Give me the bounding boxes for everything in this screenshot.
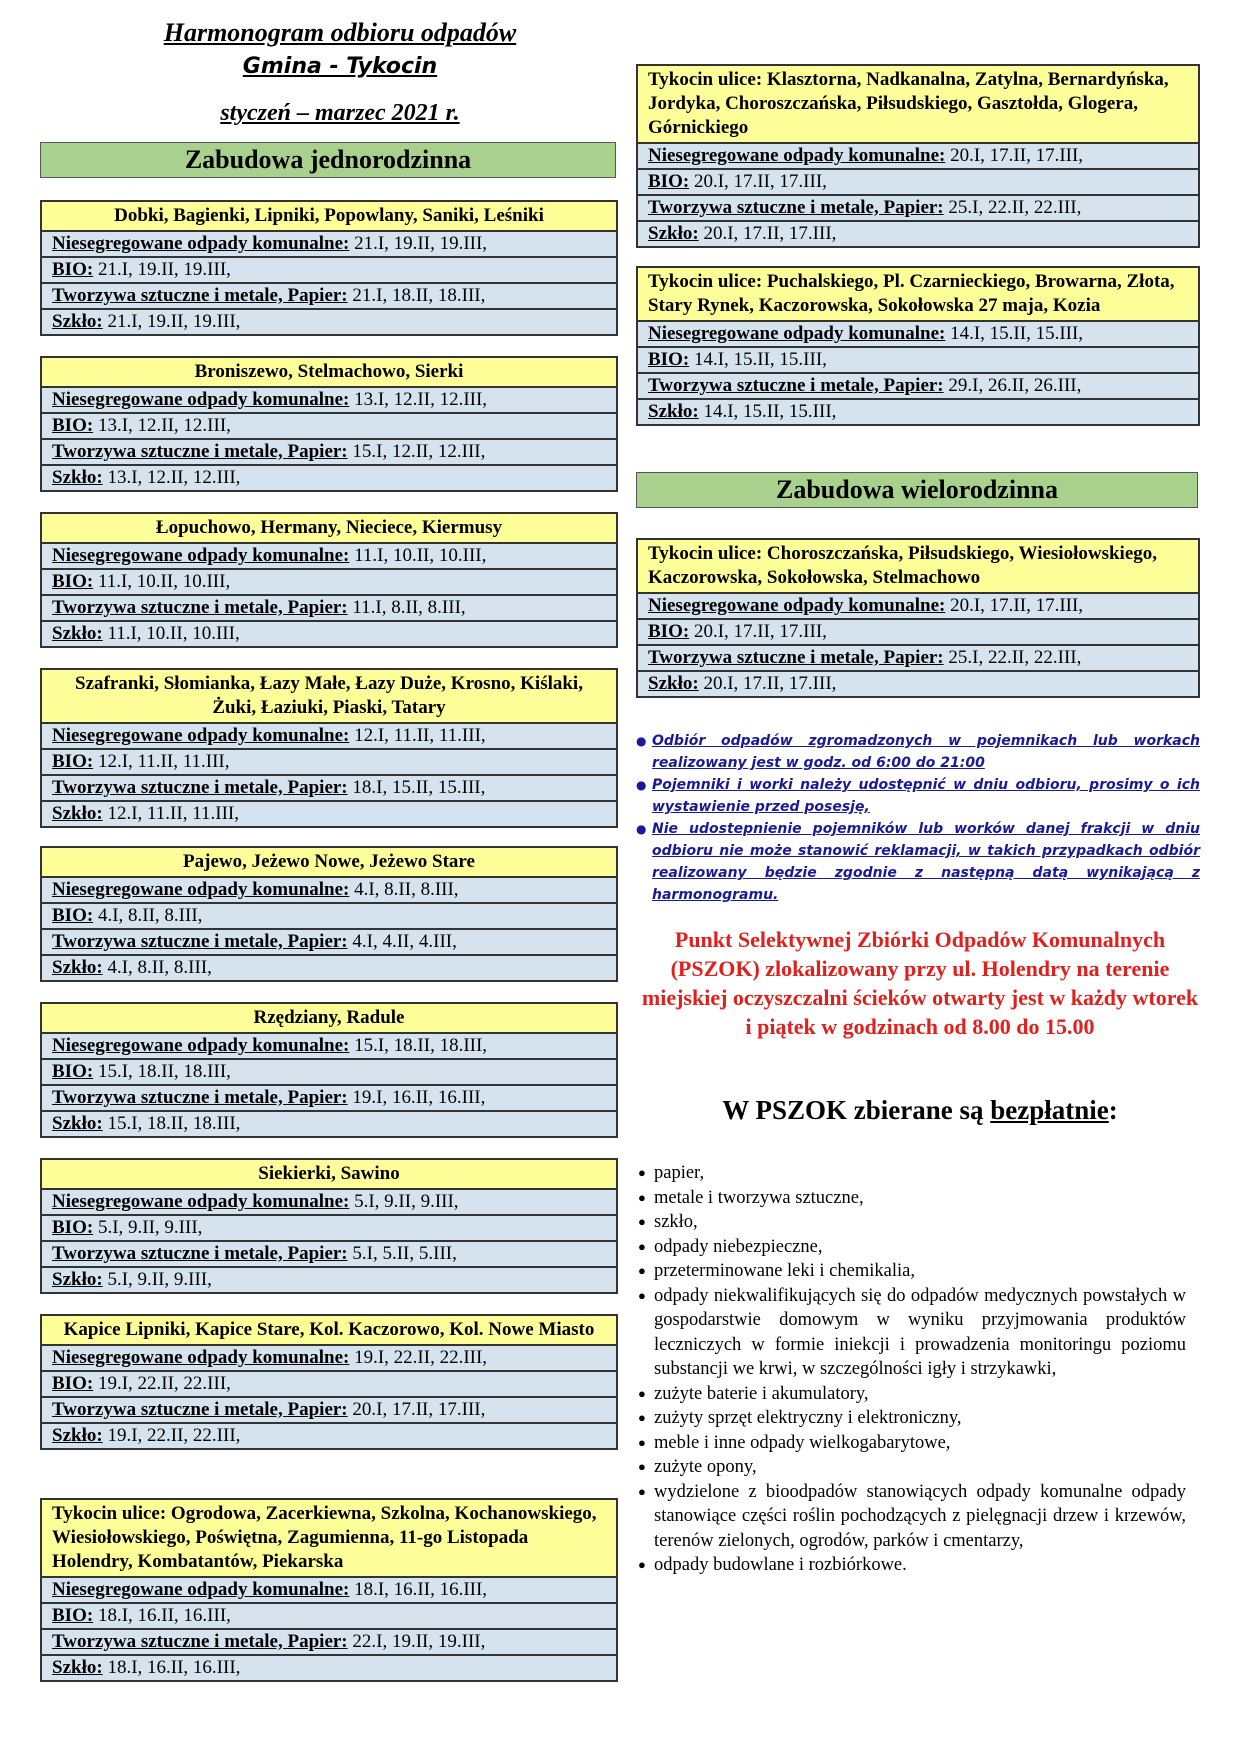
row-label: Tworzywa sztuczne i metale, Papier: — [52, 285, 348, 306]
row-label: Tworzywa sztuczne i metale, Papier: — [52, 777, 348, 798]
row-dates: 22.I, 19.II, 19.III, — [347, 1631, 486, 1652]
row-label: Niesegregowane odpady komunalne: — [52, 1579, 350, 1600]
row-dates: 20.I, 17.II, 17.III, — [945, 595, 1084, 616]
list-item: ● wydzielone z bioodpadów stanowiących odpady komunalne odpady stanowiące części roślin pochodzących z pielęgnacji drzew i krzewów, terenów zielonych, ogrodów, parków i cmentarzy, — [638, 1480, 1186, 1554]
row-label: Szkło: — [52, 803, 103, 824]
row-label: Tworzywa sztuczne i metale, Papier: — [52, 1631, 348, 1652]
row-dates: 15.I, 18.II, 18.III, — [93, 1061, 231, 1082]
schedule-row-bio — [42, 1604, 616, 1630]
row-dates: 21.I, 19.II, 19.III, — [102, 311, 241, 332]
row-label: BIO: — [648, 171, 690, 192]
row-label: Niesegregowane odpady komunalne: — [52, 1191, 350, 1212]
schedule-row-plastic — [42, 1086, 616, 1112]
block-title: Dobki, Bagienki, Lipniki, Popowlany, Saniki, Leśniki — [42, 202, 616, 232]
row-dates: 13.I, 12.II, 12.III, — [349, 389, 488, 410]
row-label: Szkło: — [52, 1425, 103, 1446]
block-title: Broniszewo, Stelmachowo, Sierki — [42, 358, 616, 388]
schedule-block — [40, 1314, 618, 1450]
block-title: Kapice Lipniki, Kapice Stare, Kol. Kaczorowo, Kol. Nowe Miasto — [42, 1316, 616, 1346]
list-item: ● odpady niebezpieczne, — [638, 1235, 1186, 1260]
note-item: ● Nie udostepnienie pojemników lub worków danej frakcji w dniu odbioru nie może stanowić reklamacji, w takich przypadkach odbiór realizowany będzie zgodnie z następną datą wynikającą z harmonogramu. — [636, 818, 1200, 906]
row-dates: 5.I, 5.II, 5.III, — [347, 1243, 457, 1264]
row-dates: 11.I, 8.II, 8.III, — [347, 597, 466, 618]
schedule-row-plastic — [638, 196, 1198, 222]
row-label: Niesegregowane odpady komunalne: — [648, 595, 946, 616]
row-dates: 20.I, 17.II, 17.III, — [689, 621, 827, 642]
row-label: Niesegregowane odpady komunalne: — [52, 1347, 350, 1368]
row-dates: 5.I, 9.II, 9.III, — [93, 1217, 203, 1238]
block-title: Tykocin ulice: Choroszczańska, Piłsudskiego, Wiesiołowskiego, Kaczorowska, Sokołowska, Stelmachowo — [638, 540, 1198, 594]
schedule-row-plastic — [638, 646, 1198, 672]
schedule-row-glass — [42, 956, 616, 980]
row-label: Szkło: — [52, 1269, 103, 1290]
row-dates: 29.I, 26.II, 26.III, — [943, 375, 1082, 396]
schedule-row-mixed — [638, 594, 1198, 620]
block-title: Tykocin ulice: Puchalskiego, Pl. Czarnieckiego, Browarna, Złota, Stary Rynek, Kaczorowska, Sokołowska 27 maja, Kozia — [638, 268, 1198, 322]
list-item: ● zużyte opony, — [638, 1455, 1186, 1480]
row-label: Szkło: — [52, 957, 103, 978]
row-dates: 15.I, 18.II, 18.III, — [102, 1113, 241, 1134]
schedule-row-glass — [42, 1268, 616, 1292]
schedule-block — [40, 668, 618, 828]
row-label: Szkło: — [52, 1113, 103, 1134]
row-label: Tworzywa sztuczne i metale, Papier: — [52, 931, 348, 952]
row-label: Tworzywa sztuczne i metale, Papier: — [52, 1399, 348, 1420]
row-dates: 13.I, 12.II, 12.III, — [102, 467, 241, 488]
row-label: BIO: — [52, 571, 94, 592]
schedule-row-glass — [638, 400, 1198, 424]
schedule-row-mixed — [42, 1346, 616, 1372]
row-label: Szkło: — [648, 223, 699, 244]
block-title: Siekierki, Sawino — [42, 1160, 616, 1190]
schedule-row-glass — [42, 622, 616, 646]
row-dates: 4.I, 4.II, 4.III, — [347, 931, 457, 952]
row-dates: 12.I, 11.II, 11.III, — [349, 725, 486, 746]
row-label: Tworzywa sztuczne i metale, Papier: — [52, 597, 348, 618]
schedule-row-plastic — [42, 284, 616, 310]
pszok-info: Punkt Selektywnej Zbiórki Odpadów Komunalnych (PSZOK) zlokalizowany przy ul. Holendry na terenie miejskiej oczyszczalni ścieków otwarty jest w każdy wtorek i piątek w godzinach od 8.00 do 15.00 — [641, 927, 1199, 1039]
schedule-row-mixed — [42, 1578, 616, 1604]
row-label: Szkło: — [52, 1657, 103, 1678]
row-dates: 5.I, 9.II, 9.III, — [102, 1269, 212, 1290]
block-title: Szafranki, Słomianka, Łazy Małe, Łazy Duże, Krosno, Kiślaki, Żuki, Łaziuki, Piaski, Tatary — [42, 670, 616, 724]
schedule-block — [40, 200, 618, 336]
schedule-block — [636, 266, 1200, 426]
schedule-row-mixed — [42, 1034, 616, 1060]
schedule-row-bio — [42, 414, 616, 440]
row-dates: 11.I, 10.II, 10.III, — [93, 571, 231, 592]
row-dates: 20.I, 17.II, 17.III, — [347, 1399, 486, 1420]
row-label: BIO: — [52, 905, 94, 926]
schedule-row-plastic — [42, 930, 616, 956]
row-dates: 4.I, 8.II, 8.III, — [349, 879, 459, 900]
row-dates: 11.I, 10.II, 10.III, — [349, 545, 487, 566]
row-label: Szkło: — [52, 467, 103, 488]
free-heading: W PSZOK zbierane są bezpłatnie: — [722, 1095, 1118, 1125]
row-label: Niesegregowane odpady komunalne: — [648, 323, 946, 344]
schedule-block — [40, 1002, 618, 1138]
schedule-row-bio — [638, 170, 1198, 196]
row-label: Niesegregowane odpady komunalne: — [52, 1035, 350, 1056]
row-dates: 20.I, 17.II, 17.III, — [698, 223, 837, 244]
row-dates: 21.I, 18.II, 18.III, — [347, 285, 486, 306]
row-label: Szkło: — [648, 401, 699, 422]
row-label: BIO: — [648, 349, 690, 370]
schedule-block — [40, 1498, 618, 1682]
schedule-row-plastic — [42, 1398, 616, 1424]
schedule-row-bio — [42, 1060, 616, 1086]
row-label: BIO: — [52, 415, 94, 436]
row-label: Tworzywa sztuczne i metale, Papier: — [52, 1087, 348, 1108]
schedule-row-mixed — [42, 232, 616, 258]
row-label: Niesegregowane odpady komunalne: — [52, 725, 350, 746]
note-item: ● Pojemniki i worki należy udostępnić w dniu odbioru, prosimy o ich wystawienie przed posesję, — [636, 774, 1200, 818]
schedule-block — [40, 1158, 618, 1294]
row-label: Tworzywa sztuczne i metale, Papier: — [648, 197, 944, 218]
schedule-row-plastic — [42, 1630, 616, 1656]
list-item: ● zużyte baterie i akumulatory, — [638, 1382, 1186, 1407]
row-label: Niesegregowane odpady komunalne: — [52, 233, 350, 254]
schedule-row-plastic — [638, 374, 1198, 400]
accepted-items-list — [638, 1161, 1186, 1578]
schedule-block — [40, 356, 618, 492]
schedule-block — [40, 846, 618, 982]
schedule-row-mixed — [42, 388, 616, 414]
schedule-row-bio — [638, 620, 1198, 646]
row-label: Niesegregowane odpady komunalne: — [52, 389, 350, 410]
section-heading-single: Zabudowa jednorodzinna — [40, 142, 616, 178]
block-title: Tykocin ulice: Klasztorna, Nadkanalna, Zatylna, Bernardyńska, Jordyka, Choroszczańska, Piłsudskiego, Gasztołda, Glogera, Górnickiego — [638, 66, 1198, 144]
row-dates: 18.I, 16.II, 16.III, — [102, 1657, 241, 1678]
row-dates: 14.I, 15.II, 15.III, — [945, 323, 1084, 344]
row-label: BIO: — [648, 621, 690, 642]
block-title: Tykocin ulice: Ogrodowa, Zacerkiewna, Szkolna, Kochanowskiego, Wiesiołowskiego, Poświętna, Zagumienna, 11-go Listopada Holendry, Kombatantów, Piekarska — [42, 1500, 616, 1578]
row-dates: 19.I, 16.II, 16.III, — [347, 1087, 486, 1108]
schedule-row-mixed — [42, 1190, 616, 1216]
list-item: ● odpady budowlane i rozbiórkowe. — [638, 1553, 1186, 1578]
section-heading-multi: Zabudowa wielorodzinna — [636, 472, 1198, 508]
schedule-row-glass — [42, 466, 616, 490]
schedule-row-bio — [42, 1216, 616, 1242]
row-label: Niesegregowane odpady komunalne: — [52, 545, 350, 566]
list-item: ● zużyty sprzęt elektryczny i elektroniczny, — [638, 1406, 1186, 1431]
schedule-row-glass — [42, 1112, 616, 1136]
schedule-row-mixed — [638, 144, 1198, 170]
row-label: Szkło: — [648, 673, 699, 694]
row-dates: 20.I, 17.II, 17.III, — [698, 673, 837, 694]
schedule-row-plastic — [42, 596, 616, 622]
schedule-block — [40, 512, 618, 648]
row-label: BIO: — [52, 1605, 94, 1626]
schedule-row-mixed — [42, 878, 616, 904]
row-dates: 13.I, 12.II, 12.III, — [93, 415, 231, 436]
row-label: BIO: — [52, 751, 94, 772]
schedule-row-mixed — [42, 724, 616, 750]
row-dates: 5.I, 9.II, 9.III, — [349, 1191, 459, 1212]
row-dates: 15.I, 18.II, 18.III, — [349, 1035, 488, 1056]
list-item: ● meble i inne odpady wielkogabarytowe, — [638, 1431, 1186, 1456]
row-dates: 25.I, 22.II, 22.III, — [943, 647, 1082, 668]
row-dates: 11.I, 10.II, 10.III, — [102, 623, 240, 644]
schedule-row-plastic — [42, 776, 616, 802]
row-dates: 15.I, 12.II, 12.III, — [347, 441, 486, 462]
schedule-row-bio — [42, 904, 616, 930]
row-label: Tworzywa sztuczne i metale, Papier: — [52, 1243, 348, 1264]
row-dates: 18.I, 16.II, 16.III, — [349, 1579, 488, 1600]
list-item: ● papier, — [638, 1161, 1186, 1186]
row-label: Niesegregowane odpady komunalne: — [52, 879, 350, 900]
row-dates: 12.I, 11.II, 11.III, — [93, 751, 230, 772]
schedule-row-bio — [42, 750, 616, 776]
row-dates: 14.I, 15.II, 15.III, — [698, 401, 837, 422]
schedule-row-glass — [42, 802, 616, 826]
schedule-row-plastic — [42, 440, 616, 466]
row-dates: 12.I, 11.II, 11.III, — [102, 803, 239, 824]
row-label: Niesegregowane odpady komunalne: — [648, 145, 946, 166]
list-item: ● metale i tworzywa sztuczne, — [638, 1186, 1186, 1211]
block-title: Rzędziany, Radule — [42, 1004, 616, 1034]
list-item: ● szkło, — [638, 1210, 1186, 1235]
block-title: Pajewo, Jeżewo Nowe, Jeżewo Stare — [42, 848, 616, 878]
row-dates: 21.I, 19.II, 19.III, — [349, 233, 488, 254]
gmina-label: Gmina - Tykocin — [242, 54, 438, 79]
row-dates: 18.I, 16.II, 16.III, — [93, 1605, 231, 1626]
schedule-row-glass — [42, 310, 616, 334]
row-dates: 21.I, 19.II, 19.III, — [93, 259, 231, 280]
list-item: ● przeterminowane leki i chemikalia, — [638, 1259, 1186, 1284]
row-dates: 25.I, 22.II, 22.III, — [943, 197, 1082, 218]
schedule-block — [636, 64, 1200, 248]
row-label: Tworzywa sztuczne i metale, Papier: — [52, 441, 348, 462]
row-dates: 20.I, 17.II, 17.III, — [689, 171, 827, 192]
schedule-row-glass — [638, 222, 1198, 246]
row-label: BIO: — [52, 1373, 94, 1394]
schedule-block — [636, 538, 1200, 698]
schedule-row-glass — [638, 672, 1198, 696]
notes-list — [636, 730, 1200, 906]
schedule-row-bio — [42, 258, 616, 284]
row-dates: 18.I, 15.II, 15.III, — [347, 777, 486, 798]
list-item: ● odpady niekwalifikujących się do odpadów medycznych powstałych w gospodarstwie domowym w wyniku przyjmowania produktów leczniczych w formie iniekcji i prowadzenia monitoringu poziomu substancji we krwi, w szczególności igły i strzykawki, — [638, 1284, 1186, 1382]
note-item: ● Odbiór odpadów zgromadzonych w pojemnikach lub workach realizowany jest w godz. od 6:00 do 21:00 — [636, 730, 1200, 774]
row-label: BIO: — [52, 259, 94, 280]
schedule-row-glass — [42, 1424, 616, 1448]
schedule-row-glass — [42, 1656, 616, 1680]
row-label: Szkło: — [52, 311, 103, 332]
row-label: BIO: — [52, 1217, 94, 1238]
schedule-row-bio — [638, 348, 1198, 374]
row-label: Tworzywa sztuczne i metale, Papier: — [648, 647, 944, 668]
block-title: Łopuchowo, Hermany, Nieciece, Kiermusy — [42, 514, 616, 544]
row-dates: 19.I, 22.II, 22.III, — [102, 1425, 241, 1446]
row-dates: 14.I, 15.II, 15.III, — [689, 349, 827, 370]
schedule-row-mixed — [638, 322, 1198, 348]
row-dates: 19.I, 22.II, 22.III, — [93, 1373, 231, 1394]
row-dates: 4.I, 8.II, 8.III, — [93, 905, 203, 926]
page-title: Harmonogram odbioru odpadów — [163, 18, 517, 47]
period-label: styczeń – marzec 2021 r. — [220, 100, 460, 126]
row-dates: 20.I, 17.II, 17.III, — [945, 145, 1084, 166]
row-label: BIO: — [52, 1061, 94, 1082]
row-label: Tworzywa sztuczne i metale, Papier: — [648, 375, 944, 396]
row-label: Szkło: — [52, 623, 103, 644]
row-dates: 4.I, 8.II, 8.III, — [102, 957, 212, 978]
schedule-row-plastic — [42, 1242, 616, 1268]
row-dates: 19.I, 22.II, 22.III, — [349, 1347, 488, 1368]
schedule-row-bio — [42, 570, 616, 596]
schedule-row-mixed — [42, 544, 616, 570]
schedule-row-bio — [42, 1372, 616, 1398]
